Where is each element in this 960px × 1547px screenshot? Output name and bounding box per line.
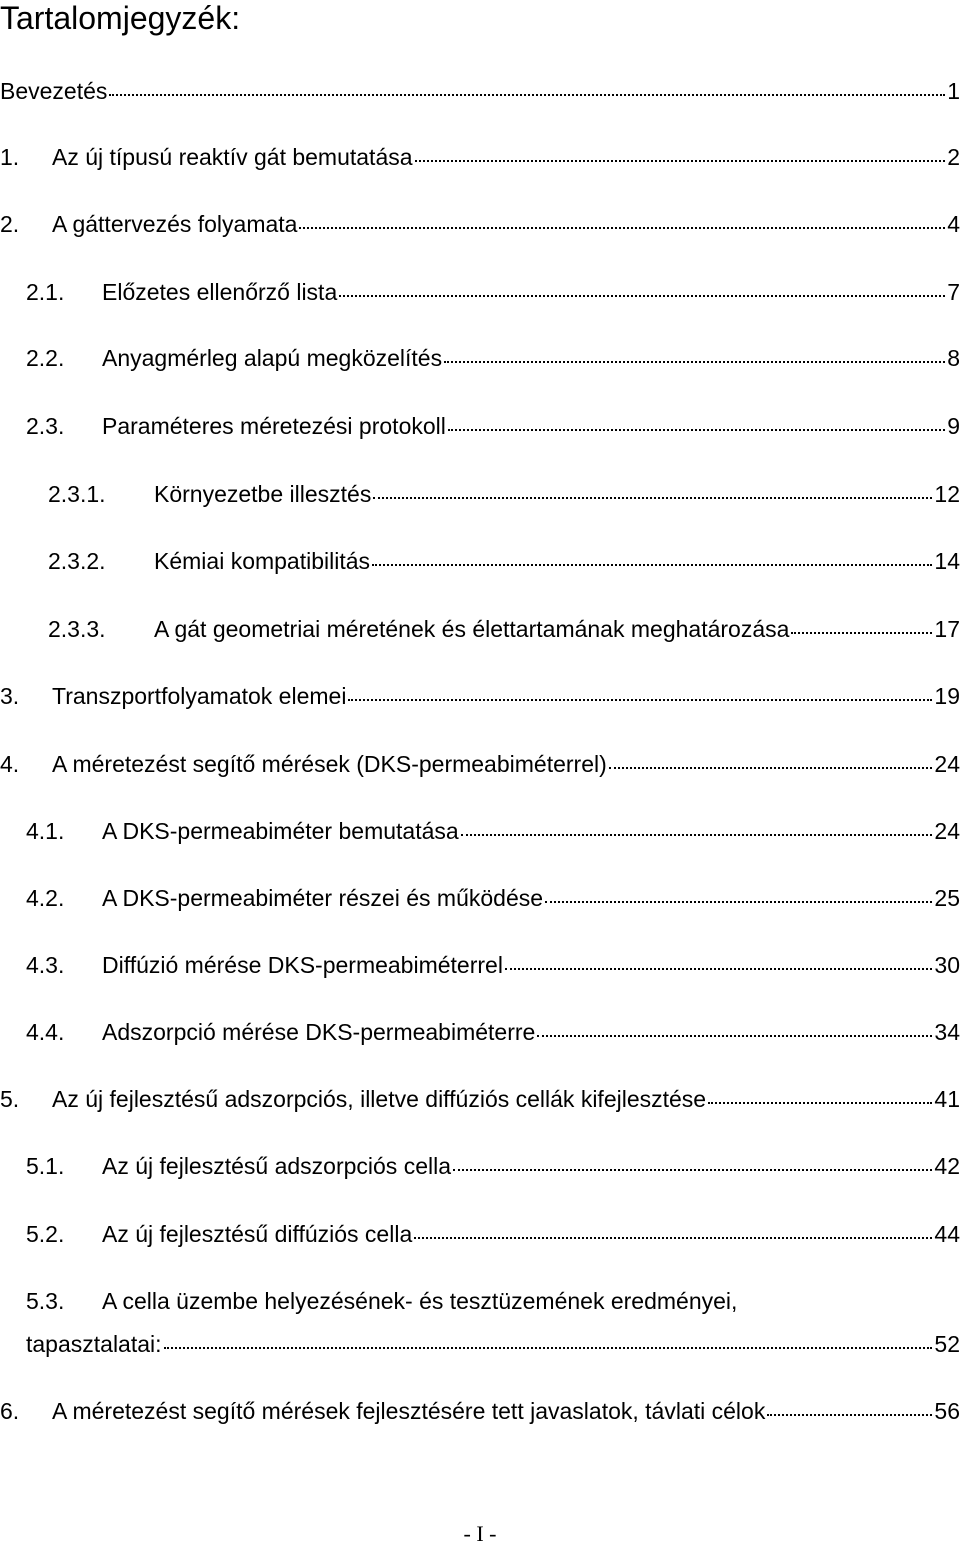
- toc-entry-page: 12: [934, 481, 960, 507]
- toc-leader-dots: [708, 1082, 932, 1104]
- toc-entry[interactable]: [0, 210, 960, 238]
- toc-entry[interactable]: [26, 412, 960, 440]
- toc-entry[interactable]: [0, 77, 960, 105]
- toc-entry-number: 2.3.3.: [48, 616, 106, 642]
- toc-entry-title: Diffúzió mérése DKS-permeabiméterrel: [102, 952, 503, 978]
- toc-entry-number: 3.: [0, 683, 20, 709]
- toc-leader-dots: [109, 74, 945, 96]
- toc-entry-number: 5.3.: [26, 1288, 65, 1314]
- toc-entry-number: 2.1.: [26, 279, 65, 305]
- toc-entry[interactable]: [0, 750, 960, 778]
- toc-entry-page: 42: [934, 1153, 960, 1179]
- toc-entry-page: 25: [934, 885, 960, 911]
- toc-entry-title: Az új fejlesztésű diffúziós cella: [102, 1221, 413, 1247]
- toc-entry-title: Anyagmérleg alapú megközelítés: [102, 345, 443, 371]
- page-number-footer: - I -: [463, 1521, 497, 1546]
- toc-entry-title: Paraméteres méretezési protokoll: [102, 413, 446, 439]
- toc-entry[interactable]: [26, 817, 960, 845]
- toc-entry-title: Előzetes ellenőrző lista: [102, 279, 338, 305]
- toc-entry[interactable]: [0, 1397, 960, 1425]
- toc-leader-dots: [545, 881, 932, 903]
- toc-entry[interactable]: [26, 344, 960, 372]
- toc-entry-title: Az új fejlesztésű adszorpciós, illetve diffúziós cellák kifejlesztése: [52, 1086, 707, 1112]
- toc-entry[interactable]: [48, 547, 960, 575]
- toc-leader-dots: [372, 544, 932, 566]
- toc-entry-title: Transzportfolyamatok elemei: [52, 683, 347, 709]
- toc-entry-page: 17: [934, 616, 960, 642]
- toc-entry-title: A cella üzembe helyezésének- és tesztüzemének eredményei,: [102, 1288, 738, 1314]
- toc-leader-dots: [299, 207, 945, 229]
- toc-entry-number: 5.2.: [26, 1221, 65, 1247]
- toc-entry-number: 2.: [0, 211, 20, 237]
- toc-entry[interactable]: [26, 1018, 960, 1046]
- toc-entry-title: A méretezést segítő mérések (DKS-permeabiméterrel): [52, 751, 607, 777]
- toc-entry-page: 9: [947, 413, 960, 439]
- toc-entry-title: Az új fejlesztésű adszorpciós cella: [102, 1153, 451, 1179]
- toc-entry-page: 24: [934, 751, 960, 777]
- toc-entry-title: Az új típusú reaktív gát bemutatása: [52, 144, 413, 170]
- toc-entry-title: A gát geometriai méretének és élettartamának meghatározása: [154, 616, 790, 642]
- toc-entry-number: 2.2.: [26, 345, 65, 371]
- toc-leader-dots: [414, 1217, 932, 1239]
- toc-entry-number: 4.4.: [26, 1019, 65, 1045]
- toc-entry[interactable]: [26, 1152, 960, 1180]
- toc-leader-dots: [461, 814, 933, 836]
- toc-entry-page: 52: [934, 1331, 960, 1357]
- toc-leader-dots: [339, 275, 945, 297]
- toc-leader-dots: [767, 1394, 932, 1416]
- toc-entry-title: A méretezést segítő mérések fejlesztésére tett javaslatok, távlati célok: [52, 1398, 766, 1424]
- toc-entry[interactable]: [0, 1085, 960, 1113]
- toc-entry[interactable]: [0, 682, 960, 710]
- toc-entry[interactable]: [26, 884, 960, 912]
- toc-entry[interactable]: [26, 1220, 960, 1248]
- toc-entry-number: 6.: [0, 1398, 20, 1424]
- toc-entry[interactable]: [26, 278, 960, 306]
- toc-entry-page: 44: [934, 1221, 960, 1247]
- toc-entry-title: A gáttervezés folyamata: [52, 211, 298, 237]
- toc-entry-title: Kémiai kompatibilitás: [154, 548, 371, 574]
- toc-entry-number: 5.1.: [26, 1153, 65, 1179]
- toc-entry[interactable]: [48, 480, 960, 508]
- toc-entry[interactable]: [0, 143, 960, 171]
- toc-entry-page: 14: [934, 548, 960, 574]
- toc-entry-number: 4.3.: [26, 952, 65, 978]
- toc-entry[interactable]: [26, 951, 960, 979]
- toc-entry-page: 56: [934, 1398, 960, 1424]
- toc-leader-dots: [505, 948, 932, 970]
- toc-entry-title: A DKS-permeabiméter részei és működése: [102, 885, 544, 911]
- toc-entry-number: 1.: [0, 144, 20, 170]
- toc-leader-dots: [415, 140, 946, 162]
- toc-leader-dots: [791, 612, 932, 634]
- toc-entry-page: 41: [934, 1086, 960, 1112]
- toc-entry-title: Adszorpció mérése DKS-permeabiméterre: [102, 1019, 536, 1045]
- toc-entry-number: 4.2.: [26, 885, 65, 911]
- toc-entry-title: A DKS-permeabiméter bemutatása: [102, 818, 459, 844]
- toc-entry-page: 7: [947, 279, 960, 305]
- toc-entry-page: 4: [947, 211, 960, 237]
- toc-entry-page: 2: [947, 144, 960, 170]
- toc-leader-dots: [164, 1327, 933, 1349]
- toc-entry-title: Bevezetés: [0, 78, 108, 104]
- toc-leader-dots: [453, 1149, 932, 1171]
- toc-entry-number: 2.3.: [26, 413, 65, 439]
- toc-entry-title: tapasztalatai:: [26, 1331, 162, 1357]
- toc-entry-number: 4.1.: [26, 818, 65, 844]
- toc-entry-number: 5.: [0, 1086, 20, 1112]
- toc-entry-number: 2.3.2.: [48, 548, 106, 574]
- toc-leader-dots: [537, 1015, 932, 1037]
- page-title: Tartalomjegyzék:: [0, 0, 241, 36]
- toc-entry-page: 24: [934, 818, 960, 844]
- toc-entry-title: Környezetbe illesztés: [154, 481, 372, 507]
- toc-leader-dots: [444, 341, 945, 363]
- toc-leader-dots: [609, 747, 933, 769]
- toc-entry-page: 34: [934, 1019, 960, 1045]
- toc-entry[interactable]: [48, 615, 960, 643]
- toc-leader-dots: [373, 477, 932, 499]
- toc-leader-dots: [448, 409, 945, 431]
- toc-leader-dots: [348, 679, 932, 701]
- toc-entry-continuation[interactable]: [26, 1330, 960, 1358]
- toc-entry-number: 2.3.1.: [48, 481, 106, 507]
- toc-entry-page: 30: [934, 952, 960, 978]
- toc-entry[interactable]: [26, 1287, 737, 1315]
- toc-entry-page: 1: [947, 78, 960, 104]
- toc-entry-number: 4.: [0, 751, 20, 777]
- toc-entry-page: 8: [947, 345, 960, 371]
- toc-entry-page: 19: [934, 683, 960, 709]
